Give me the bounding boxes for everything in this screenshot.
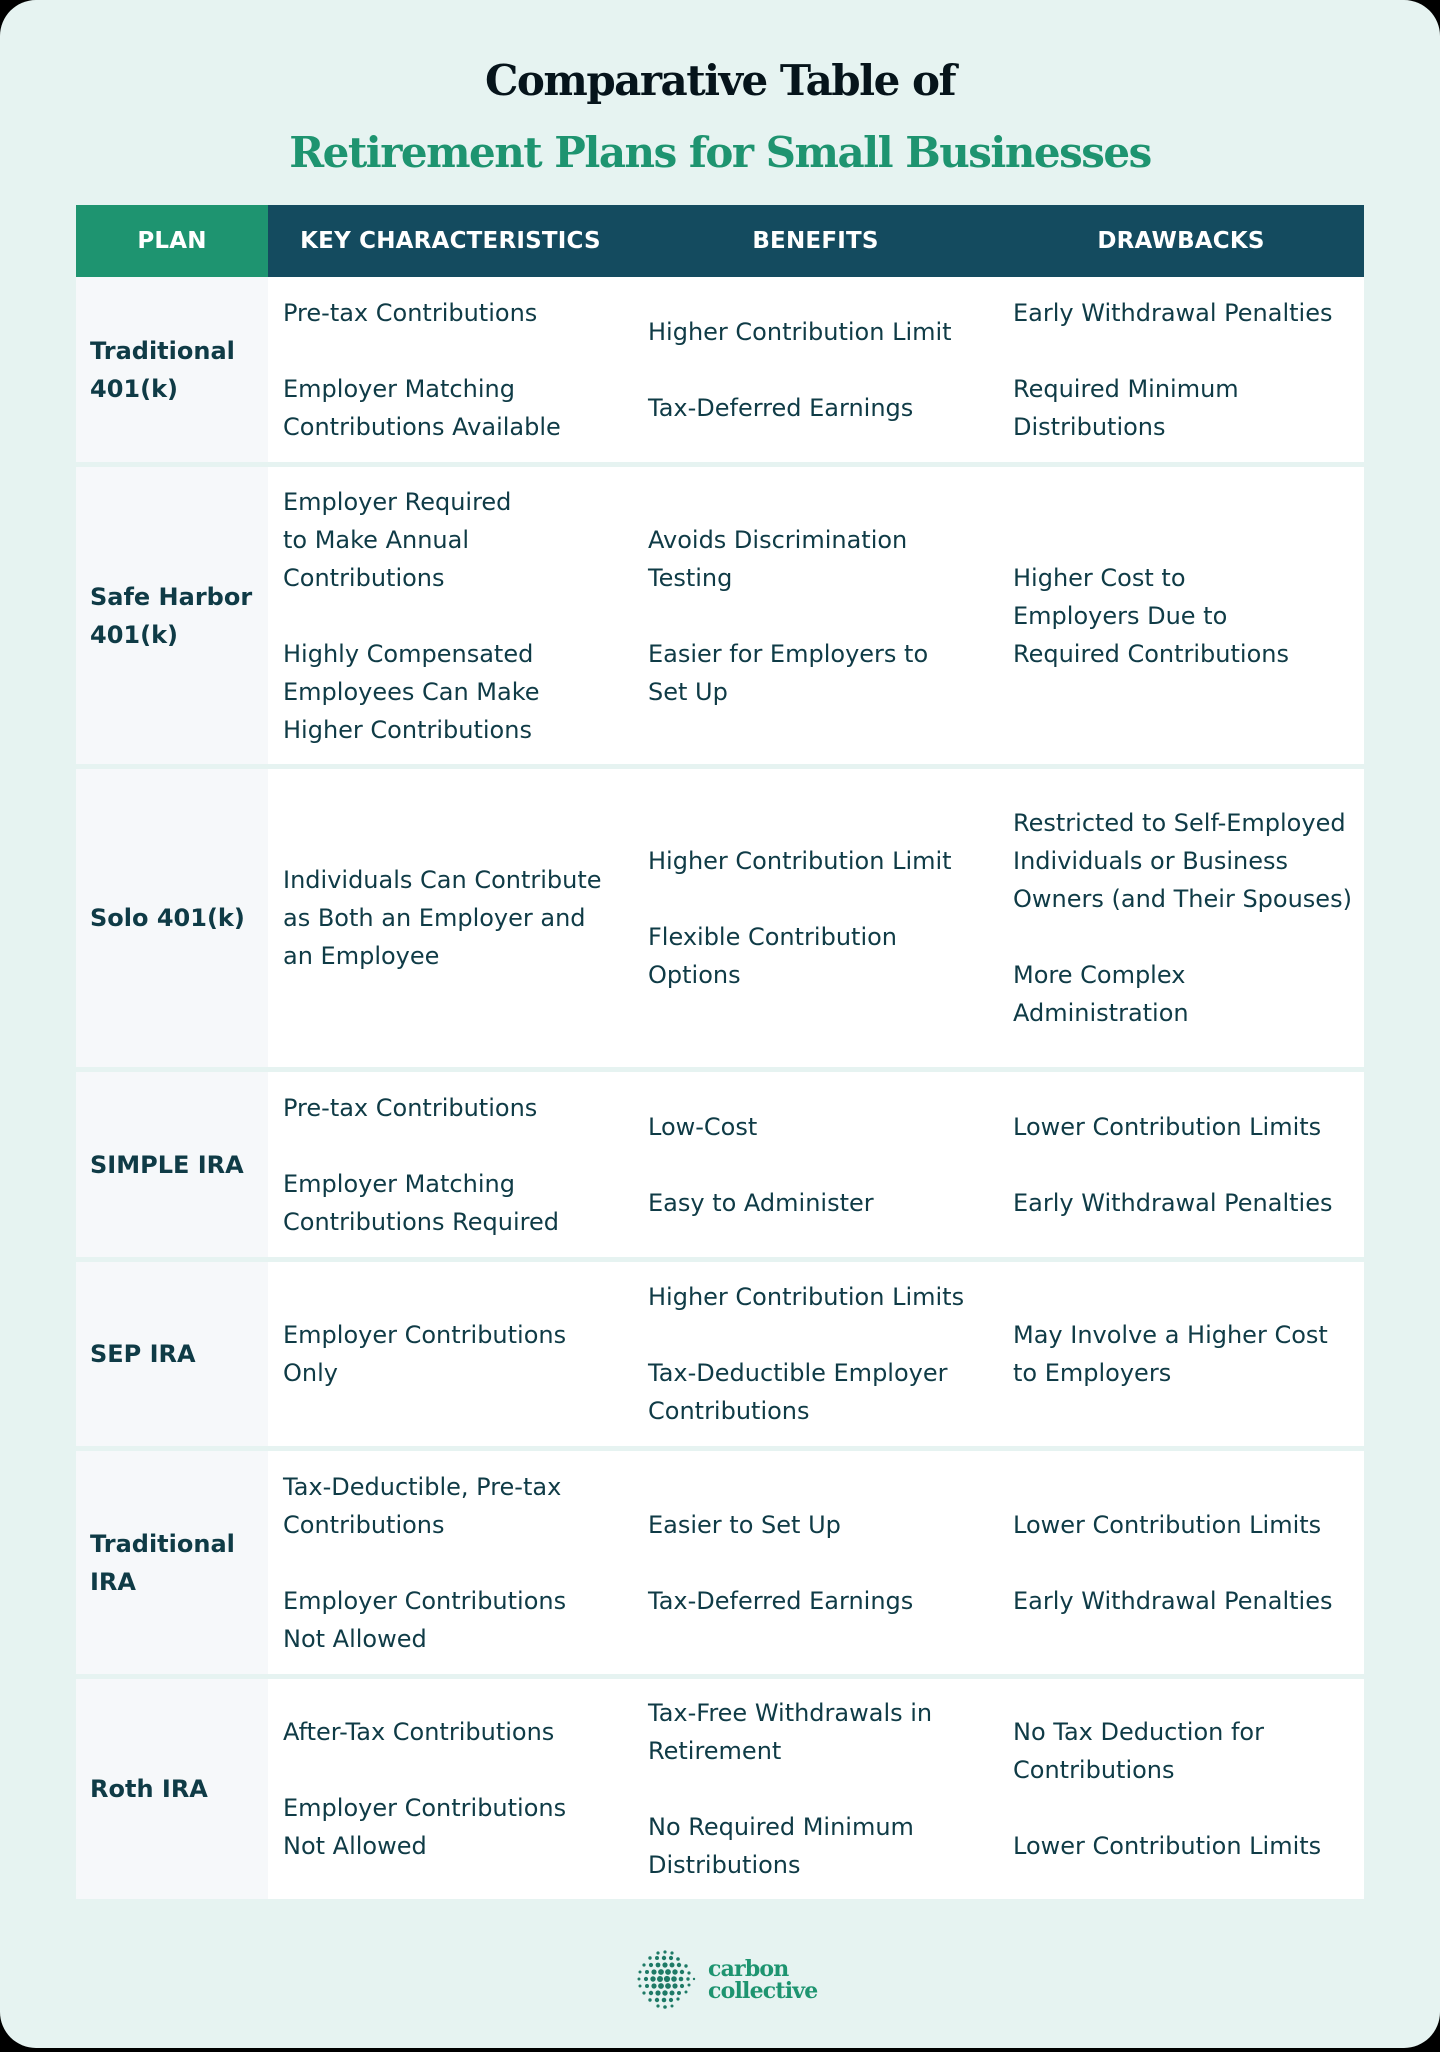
- drawbacks-cell: [998, 1679, 1364, 1899]
- key-characteristics-cell: [268, 467, 633, 764]
- drawbacks-cell: [998, 1262, 1364, 1446]
- plan-name-line: IRA: [90, 1567, 136, 1596]
- list-item: No Tax Deduction for Contributions: [1013, 1718, 1264, 1784]
- comparison-table: [76, 205, 1364, 1899]
- header-plan: PLAN: [76, 205, 268, 277]
- list-item: Higher Cost to Employers Due to Required Contributions: [1013, 563, 1289, 668]
- list-item: Required Minimum Distributions: [1013, 374, 1239, 441]
- list-item: Low-Cost: [648, 1112, 758, 1141]
- list-item: After-Tax Contributions: [283, 1718, 555, 1746]
- dotted-globe-icon: [634, 1948, 698, 2012]
- plan-name-line: 401(k): [90, 620, 178, 649]
- list-item: Tax-Deductible Employer Contributions: [648, 1359, 948, 1425]
- list-item: Tax-Free Withdrawals in Retirement: [648, 1699, 933, 1765]
- list-item: Restricted to Self-Employed Individuals or Business Owners (and Their Spouses): [1013, 809, 1352, 913]
- list-item: Higher Contribution Limits: [648, 1283, 965, 1311]
- plan-name: [76, 1451, 268, 1674]
- drawbacks-cell: [998, 769, 1364, 1067]
- list-item: Employer Contributions Not Allowed: [283, 1586, 567, 1653]
- list-item: Employer Contributions Only: [283, 1321, 567, 1387]
- list-item: Employer Matching Contributions Required: [283, 1169, 559, 1236]
- list-item: Easier to Set Up: [648, 1510, 841, 1539]
- plan-name-line: Traditional: [90, 1529, 235, 1558]
- list-item: Tax-Deductible, Pre-tax Contributions: [283, 1472, 562, 1539]
- table-row-traditional-ira: [76, 1451, 1364, 1674]
- plan-name-line: Traditional: [90, 336, 235, 365]
- table-row-roth-ira: [76, 1679, 1364, 1899]
- drawbacks-cell: [998, 277, 1364, 462]
- list-item: Higher Contribution Limit: [648, 317, 952, 346]
- key-characteristics-cell: [268, 1451, 633, 1674]
- list-item: May Involve a Higher Cost to Employers: [1013, 1321, 1328, 1387]
- list-item: Early Withdrawal Penalties: [1013, 1586, 1333, 1615]
- list-item: No Required Minimum Distributions: [648, 1813, 914, 1879]
- drawbacks-cell: [998, 467, 1364, 764]
- benefits-cell: [633, 1679, 998, 1899]
- plan-name: [76, 1679, 268, 1899]
- plan-name-line: Solo 401(k): [90, 904, 245, 932]
- plan-name-line: 401(k): [90, 374, 178, 403]
- list-item: Tax-Deferred Earnings: [648, 1586, 914, 1615]
- plan-name: [76, 769, 268, 1067]
- table-row-solo-401k: [76, 769, 1364, 1067]
- header-key-characteristics: KEY CHARACTERISTICS: [268, 205, 633, 277]
- table-row-simple-ira: [76, 1072, 1364, 1257]
- key-characteristics-cell: [268, 769, 633, 1067]
- list-item: Easy to Administer: [648, 1188, 874, 1217]
- list-item: More Complex Administration: [1013, 961, 1189, 1027]
- list-item: Pre-tax Contributions: [283, 298, 538, 327]
- plan-name: [76, 277, 268, 462]
- list-item: Lower Contribution Limits: [1013, 1832, 1322, 1860]
- header-drawbacks: DRAWBACKS: [998, 205, 1364, 277]
- list-item: Easier for Employers to Set Up: [648, 639, 929, 706]
- list-item: Employer Contributions Not Allowed: [283, 1794, 567, 1860]
- benefits-cell: [633, 1451, 998, 1674]
- drawbacks-cell: [998, 1072, 1364, 1257]
- title-line-1: Comparative Table of: [484, 56, 956, 105]
- list-item: Pre-tax Contributions: [283, 1093, 538, 1122]
- benefits-cell: [633, 1072, 998, 1257]
- key-characteristics-cell: [268, 1262, 633, 1446]
- table-row-traditional-401k: [76, 277, 1364, 462]
- list-item: Lower Contribution Limits: [1013, 1112, 1322, 1141]
- list-item: Lower Contribution Limits: [1013, 1510, 1322, 1539]
- list-item: Individuals Can Contribute as Both an Employer and an Employee: [283, 866, 602, 970]
- list-item: Employer Matching Contributions Available: [283, 374, 561, 441]
- logo-text-line2: collective: [708, 1978, 818, 2004]
- plan-name-line: SEP IRA: [90, 1340, 196, 1368]
- key-characteristics-cell: [268, 1072, 633, 1257]
- list-item: Tax-Deferred Earnings: [648, 393, 914, 422]
- table-row-sep-ira: [76, 1262, 1364, 1446]
- plan-name-line: SIMPLE IRA: [90, 1150, 244, 1179]
- list-item: Employer Required to Make Annual Contributions: [283, 487, 512, 592]
- plan-name: [76, 1072, 268, 1257]
- drawbacks-cell: [998, 1451, 1364, 1674]
- plan-name: [76, 1262, 268, 1446]
- key-characteristics-cell: [268, 1679, 633, 1899]
- list-item: Higher Contribution Limit: [648, 847, 952, 875]
- list-item: Early Withdrawal Penalties: [1013, 1188, 1333, 1217]
- list-item: Early Withdrawal Penalties: [1013, 298, 1333, 327]
- plan-name-line: Roth IRA: [90, 1775, 208, 1803]
- benefits-cell: [633, 1262, 998, 1446]
- benefits-cell: [633, 467, 998, 764]
- plan-name-line: Safe Harbor: [90, 582, 253, 611]
- logo-wordmark: [708, 1958, 817, 2002]
- table-header: [76, 205, 1364, 277]
- list-item: Highly Compensated Employees Can Make Higher Contributions: [283, 639, 540, 744]
- benefits-cell: [633, 277, 998, 462]
- carbon-collective-logo: [634, 1948, 817, 2012]
- logo-text-line1: carbon: [708, 1956, 789, 1982]
- list-item: Avoids Discrimination Testing: [648, 525, 908, 592]
- plan-name: [76, 467, 268, 764]
- key-characteristics-cell: [268, 277, 633, 462]
- header-benefits: BENEFITS: [633, 205, 998, 277]
- benefits-cell: [633, 769, 998, 1067]
- table-row-safe-harbor-401k: [76, 467, 1364, 764]
- list-item: Flexible Contribution Options: [648, 923, 897, 989]
- title-line-2: Retirement Plans for Small Businesses: [289, 128, 1151, 177]
